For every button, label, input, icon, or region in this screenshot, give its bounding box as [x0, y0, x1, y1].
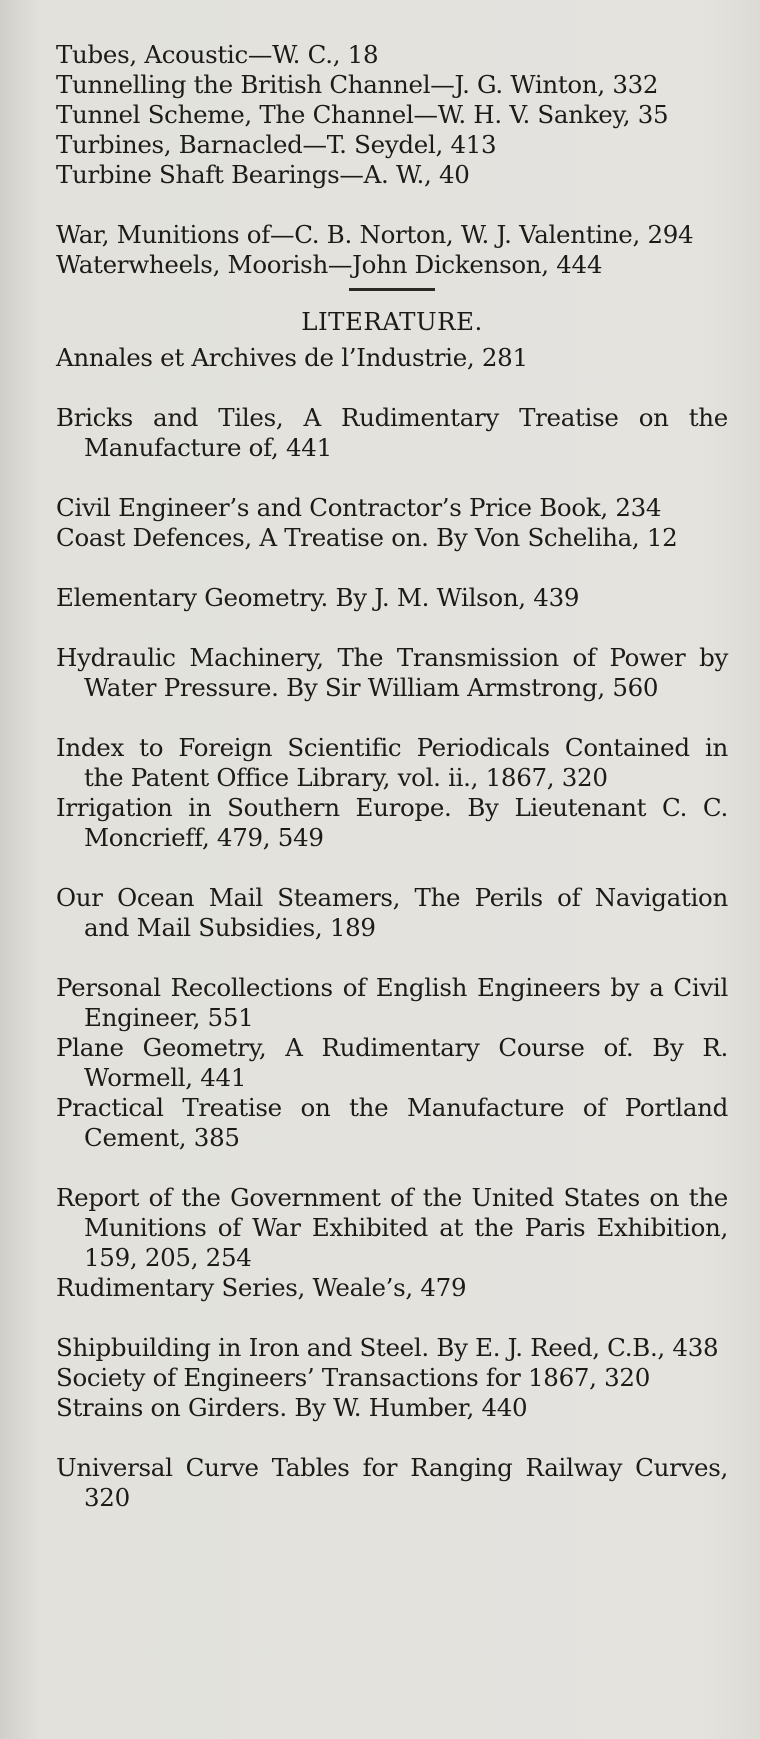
group-spacer [56, 703, 728, 733]
literature-entry: Plane Geometry, A Rudimentary Course of. By R. Wormell, 441 [56, 1033, 728, 1092]
literature-entry: Civil Engineer’s and Contractor’s Price Book, 234 [56, 493, 662, 522]
literature-entry: Elementary Geometry. By J. M. Wilson, 439 [56, 583, 580, 612]
group-spacer [56, 613, 728, 643]
index-entry: Turbine Shaft Bearings—A. W., 40 [56, 160, 470, 189]
group-spacer [56, 1303, 728, 1333]
index-entry: Tubes, Acoustic—W. C., 18 [56, 40, 379, 69]
index-entry: War, Munitions of—C. B. Norton, W. J. Valentine, 294 [56, 220, 694, 249]
literature-entry: Rudimentary Series, Weale’s, 479 [56, 1273, 467, 1302]
group-spacer [56, 943, 728, 973]
literature-entry: Coast Defences, A Treatise on. By Von Scheliha, 12 [56, 523, 678, 552]
literature-entry: Hydraulic Machinery, The Transmission of Power by Water Pressure. By Sir William Armstrong, 560 [56, 643, 728, 702]
literature-entry: Our Ocean Mail Steamers, The Perils of Navigation and Mail Subsidies, 189 [56, 883, 728, 942]
group-spacer [56, 553, 728, 583]
literature-entry: Annales et Archives de l’Industrie, 281 [56, 343, 528, 372]
literature-entry: Universal Curve Tables for Ranging Railway Curves, 320 [56, 1453, 728, 1512]
index-column [56, 40, 728, 1513]
group-spacer [56, 373, 728, 403]
index-entry: Waterwheels, Moorish—John Dickenson, 444 [56, 250, 603, 279]
literature-entry: Irrigation in Southern Europe. By Lieutenant C. C. Moncrieff, 479, 549 [56, 793, 728, 852]
section-heading-literature: LITERATURE. [301, 307, 483, 336]
index-entry: Turbines, Barnacled—T. Seydel, 413 [56, 130, 497, 159]
group-spacer [56, 463, 728, 493]
group-spacer [56, 1423, 728, 1453]
literature-entry: Bricks and Tiles, A Rudimentary Treatise on the Manufacture of, 441 [56, 403, 728, 462]
index-entry: Tunnel Scheme, The Channel—W. H. V. Sankey, 35 [56, 100, 669, 129]
literature-entry: Strains on Girders. By W. Humber, 440 [56, 1393, 528, 1422]
literature-entry: Practical Treatise on the Manufacture of Portland Cement, 385 [56, 1093, 728, 1152]
group-spacer [56, 190, 728, 220]
literature-entry: Personal Recollections of English Engineers by a Civil Engineer, 551 [56, 973, 728, 1032]
index-entry: Tunnelling the British Channel—J. G. Winton, 332 [56, 70, 659, 99]
literature-entry: Index to Foreign Scientific Periodicals Contained in the Patent Office Library, vol. ii., 1867, 320 [56, 733, 728, 792]
literature-entry: Society of Engineers’ Transactions for 1867, 320 [56, 1363, 651, 1392]
section-divider [349, 288, 435, 291]
literature-entry: Report of the Government of the United States on the Munitions of War Exhibited at the Paris Exhibition, 159, 205, 254 [56, 1183, 728, 1272]
group-spacer [56, 1153, 728, 1183]
group-spacer [56, 853, 728, 883]
literature-entry: Shipbuilding in Iron and Steel. By E. J. Reed, C.B., 438 [56, 1333, 719, 1362]
